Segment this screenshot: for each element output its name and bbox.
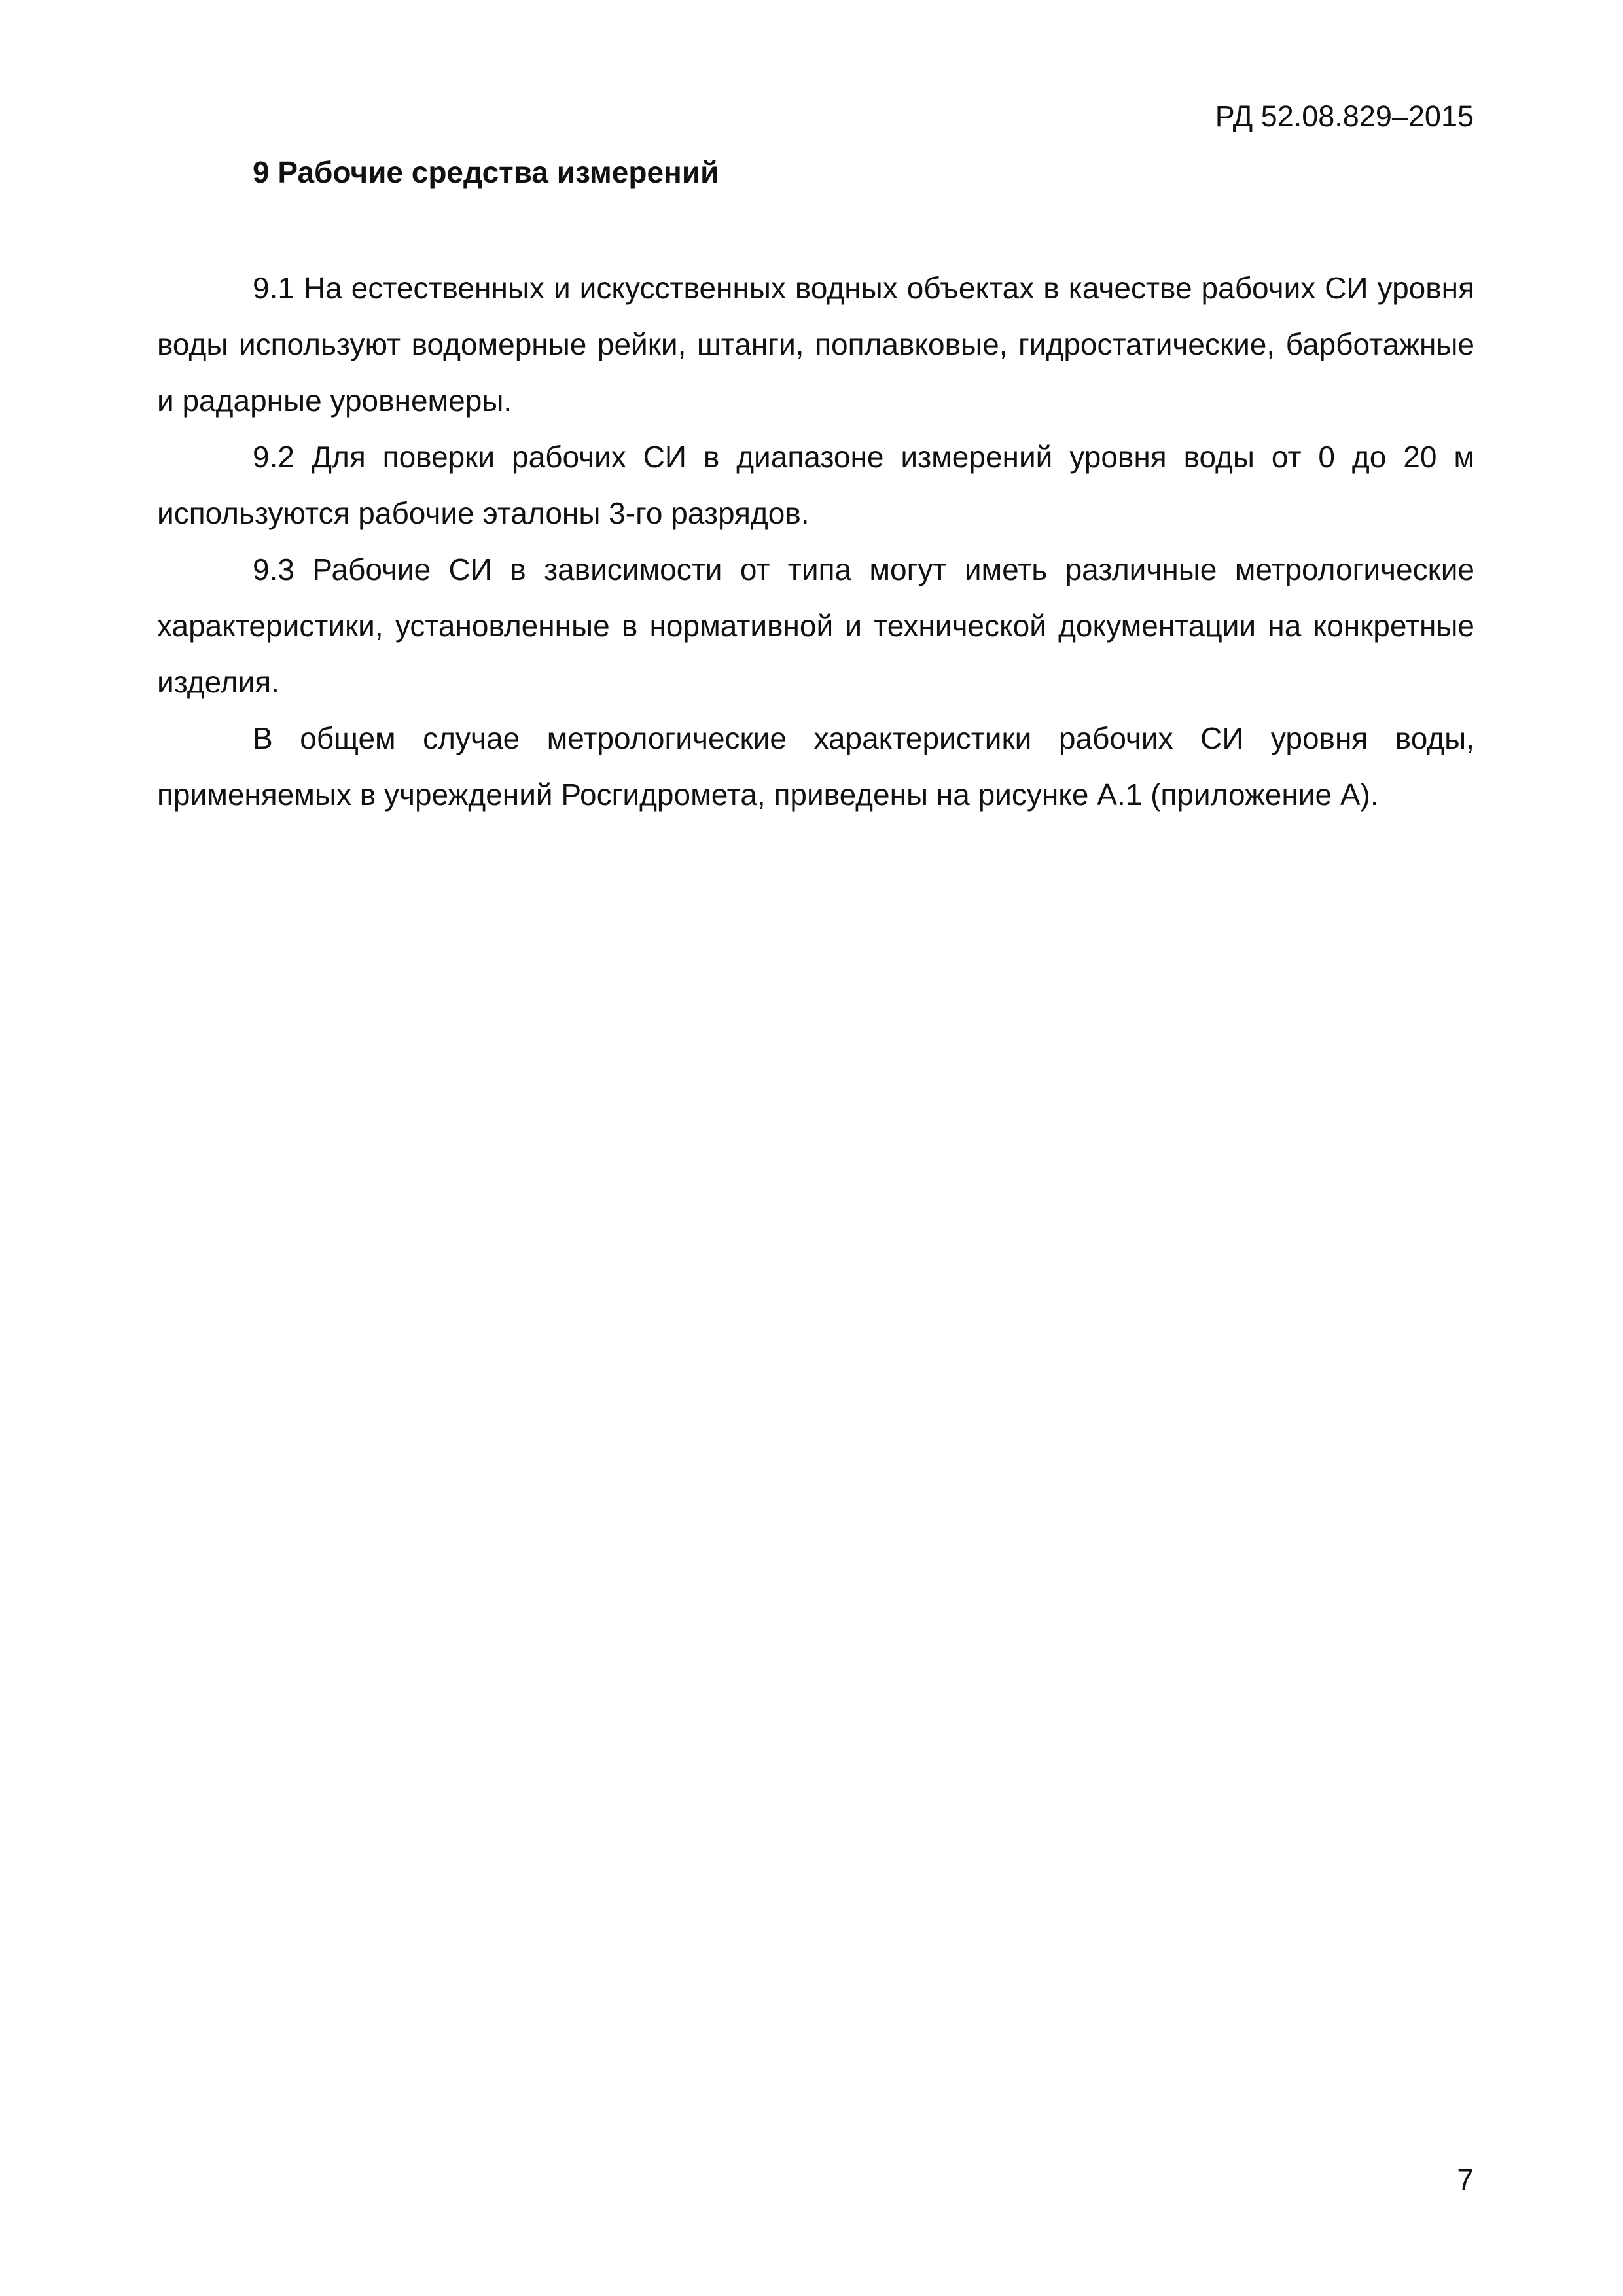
section-body (157, 260, 1474, 823)
page-number: 7 (1457, 2162, 1474, 2197)
document-code: РД 52.08.829–2015 (1215, 99, 1474, 133)
paragraph-9-2: 9.2 Для поверки рабочих СИ в диапазоне измерений уровня воды от 0 до 20 м используются рабочие эталоны 3-го разрядов. (157, 440, 1474, 530)
paragraph-9-3: 9.3 Рабочие СИ в зависимости от типа могут иметь различные метрологические характеристики, установленные в нормативной и технической документации на конкретные изделия. (157, 552, 1474, 699)
section-heading: 9 Рабочие средства измерений (253, 155, 719, 189)
paragraph-9-1: 9.1 На естественных и искусственных водных объектах в качестве рабочих СИ уровня воды используют водомерные рейки, штанги, поплавковые, гидростатические, барботажные и радарные уровнемеры. (157, 271, 1474, 418)
paragraph-general-case: В общем случае метрологические характеристики рабочих СИ уровня воды, применяемых в учреждений Росгидромета, приведены на рисунке А.1 (приложение А). (157, 721, 1474, 812)
